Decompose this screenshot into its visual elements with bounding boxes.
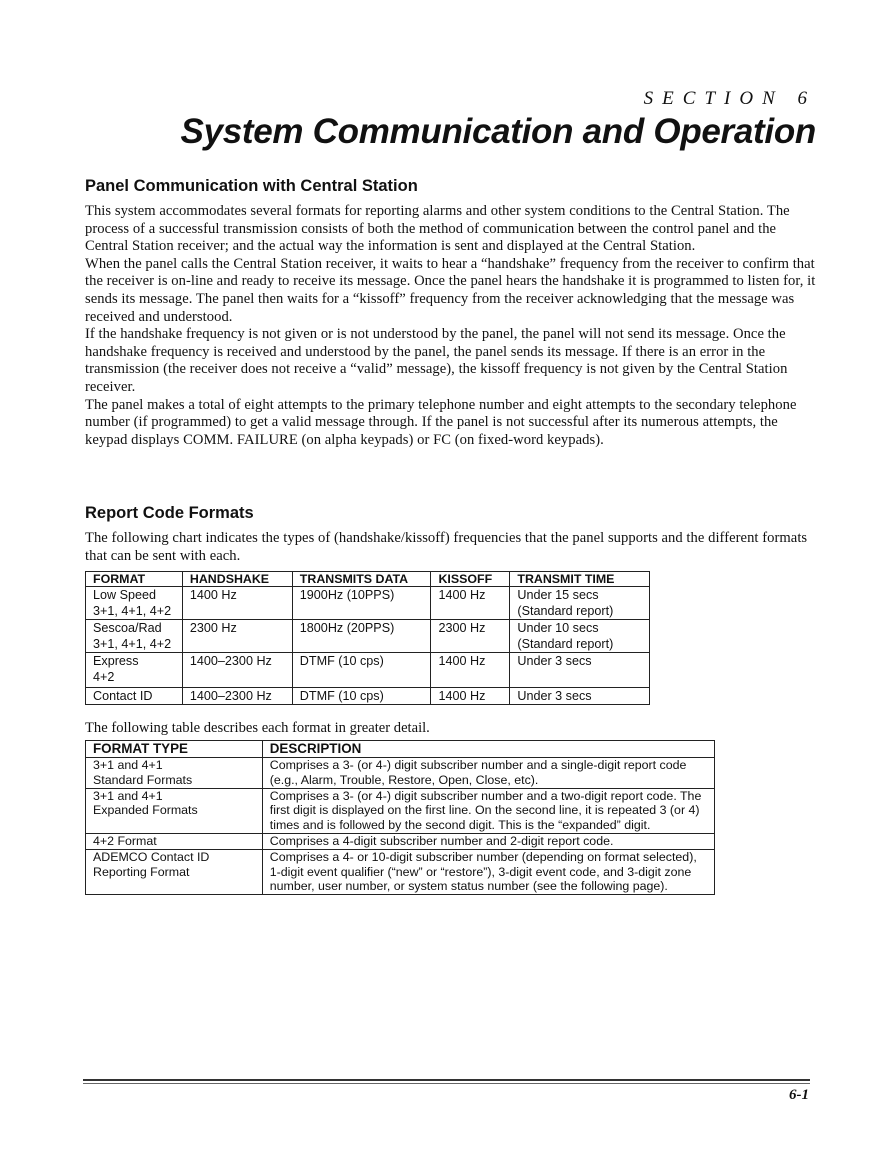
transmits-data-cell: 1900Hz (10PPS) [292, 587, 431, 620]
column-header: HANDSHAKE [182, 572, 292, 587]
cell-line: Expanded Formats [93, 803, 198, 818]
cell-line: Reporting Format [93, 864, 190, 879]
table-header-row [86, 572, 650, 587]
handshake-cell: 1400 Hz [182, 587, 292, 620]
cell-line: 4+2 [93, 670, 115, 684]
paragraph: This system accommodates several formats for reporting alarms and other system conditions to the Central Station. The process of a successful transmission consists of both the method of communication between the control panel and the Central Station receiver; and the actual way the information is sent and displayed at the Central Station. [85, 203, 790, 255]
heading-panel-communication: Panel Communication with Central Station [85, 177, 418, 195]
handshake-cell: 1400–2300 Hz [182, 688, 292, 705]
table-row [86, 587, 650, 620]
handshake-cell: 1400–2300 Hz [182, 653, 292, 688]
cell-line: ADEMCO Contact ID [93, 849, 210, 864]
format-cell [86, 587, 183, 620]
format-type-cell [86, 788, 263, 833]
transmits-data-cell: 1800Hz (20PPS) [292, 620, 431, 653]
description-cell: Comprises a 3- (or 4-) digit subscriber number and a two-digit report code. The first digit is displayed on the first line. On the second line, it is repeated 3 (or 4) times and is followed by the second digit. This is the “expanded” digit. [262, 788, 714, 833]
format-type-cell [86, 758, 263, 789]
cell-line: (Standard report) [517, 637, 614, 651]
cell-line: Sescoa/Rad [93, 621, 162, 635]
cell-line: 3+1 and 4+1 [93, 758, 163, 772]
cell-line: Express [93, 654, 139, 668]
column-header: TRANSMITS DATA [292, 572, 431, 587]
paragraph: When the panel calls the Central Station receiver, it waits to hear a “handshake” frequency from the receiver to confirm that the receiver is on-line and ready to receive its message. Once the panel hears the handshake it is programmed to listen for, it sends its message. The panel then waits for a “kissoff” frequency from the receiver acknowledging that the message was received and understood. [85, 255, 816, 325]
cell-line: 3+1, 4+1, 4+2 [93, 637, 172, 651]
cell-line: Under 10 secs [517, 621, 599, 635]
paragraph: The panel makes a total of eight attempts to the primary telephone number and eight attempts to the secondary telephone number (if programmed) to get a valid message through. If the panel is not successful after its numerous attempts, the keypad displays COMM. FAILURE (on alpha keypads) or FC (on fixed-word keypads). [85, 396, 797, 448]
column-header: KISSOFF [431, 572, 510, 587]
kissoff-cell: 2300 Hz [431, 620, 510, 653]
transmit-time-cell [510, 587, 650, 620]
table-row [86, 833, 715, 849]
format-type-cell [86, 833, 263, 849]
format-frequency-table [85, 571, 650, 705]
cell-line: 3+1, 4+1, 4+2 [93, 604, 172, 618]
footer-rule [83, 1079, 810, 1081]
format-cell [86, 653, 183, 688]
cell-line: Under 15 secs [517, 588, 599, 602]
format-type-cell [86, 849, 263, 894]
description-cell: Comprises a 4- or 10-digit subscriber number (depending on format selected), 1-digit event qualifier (“new” or “restore”), 3-digit event code, and 3-digit zone number, user number, or system status number (see the following page). [262, 849, 714, 894]
transmits-data-cell: DTMF (10 cps) [292, 688, 431, 705]
cell-line: (Standard report) [517, 604, 614, 618]
page-number: 6-1 [789, 1087, 809, 1103]
column-header: FORMAT TYPE [86, 741, 263, 758]
footer-rule [83, 1083, 810, 1084]
cell-line: 4+2 Format [93, 833, 157, 848]
table-row [86, 758, 715, 789]
column-header: DESCRIPTION [262, 741, 714, 758]
cell-line: Under 3 secs [517, 654, 592, 668]
heading-report-code-formats: Report Code Formats [85, 504, 254, 522]
page-title: System Communication and Operation [180, 112, 816, 151]
table-row [86, 653, 650, 688]
detail-intro-text: The following table describes each format in greater detail. [85, 720, 430, 736]
format-cell [86, 620, 183, 653]
handshake-cell: 2300 Hz [182, 620, 292, 653]
paragraph: If the handshake frequency is not given or is not understood by the panel, the panel will not send its message. Once the handshake frequency is received and understood by the panel, the panel sends its message. If there is an error in the transmission (the receiver does not receive a “valid” message), the kissoff frequency is not given by the Central Station receiver. [85, 326, 788, 395]
transmit-time-cell [510, 620, 650, 653]
table-header-row [86, 741, 715, 758]
cell-line: Under 3 secs [517, 689, 592, 703]
transmits-data-cell: DTMF (10 cps) [292, 653, 431, 688]
transmit-time-cell [510, 688, 650, 705]
cell-line: Low Speed [93, 588, 157, 602]
table-row [86, 788, 715, 833]
description-cell: Comprises a 4-digit subscriber number and 2-digit report code. [262, 833, 714, 849]
cell-line: 3+1 and 4+1 [93, 788, 163, 803]
kissoff-cell: 1400 Hz [431, 653, 510, 688]
format-cell [86, 688, 183, 705]
format-description-table [85, 740, 715, 895]
column-header: TRANSMIT TIME [510, 572, 650, 587]
chart-intro-text: The following chart indicates the types of (handshake/kissoff) frequencies that the panel supports and the different formats that can be sent with each. [85, 530, 808, 564]
kissoff-cell: 1400 Hz [431, 587, 510, 620]
transmit-time-cell [510, 653, 650, 688]
cell-line: Contact ID [93, 689, 153, 703]
description-cell: Comprises a 3- (or 4-) digit subscriber number and a single-digit report code (e.g., Alarm, Trouble, Restore, Open, Close, etc). [262, 758, 714, 789]
panel-communication-text [85, 203, 821, 449]
table-row [86, 849, 715, 894]
kissoff-cell: 1400 Hz [431, 688, 510, 705]
cell-line: Standard Formats [93, 772, 193, 787]
table-row [86, 620, 650, 653]
table-row [86, 688, 650, 705]
column-header: FORMAT [86, 572, 183, 587]
section-label: SECTION 6 [643, 88, 816, 109]
